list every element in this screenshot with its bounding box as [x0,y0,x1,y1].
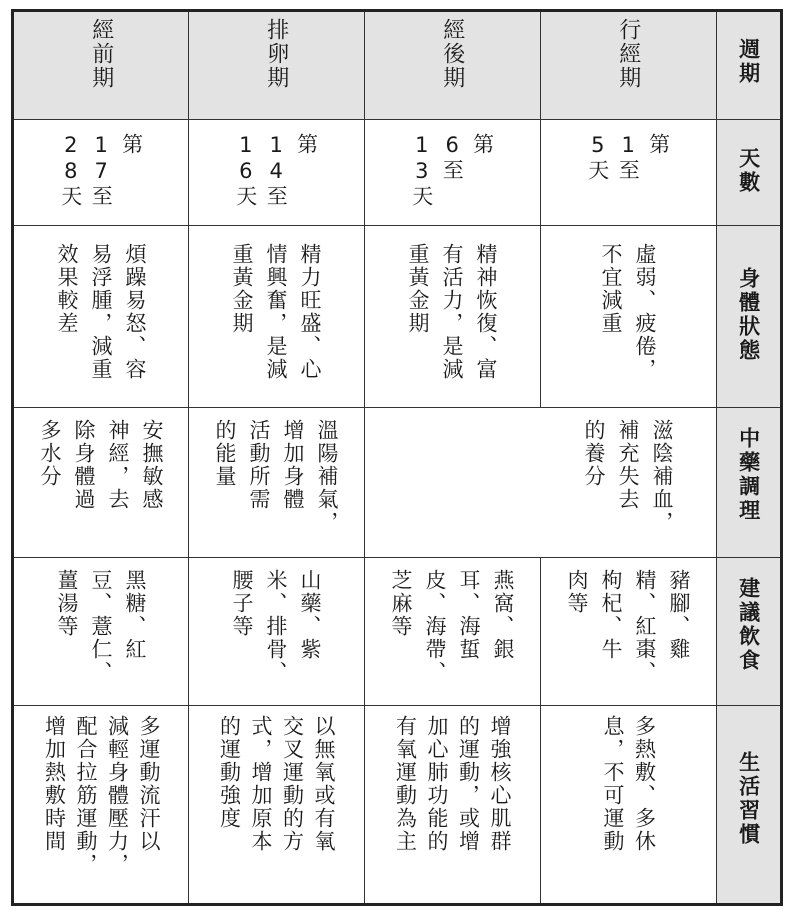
herbal-menstrual-follicular: 滋陰補血， 補充失去 的養分 [581,419,675,534]
herbal-ovulation: 溫陽補氣， 增加身體 活動所需 的能量 [212,419,340,534]
body-state-menstrual: 虛弱、疲倦， 不宜減重 [599,243,658,381]
lifestyle-premenstrual: 多運動流汗以 減輕身體壓力， 配合拉筋運動， 增加熱敷時間 [42,715,161,876]
row-label-lifestyle: 生活習慣 [736,751,761,847]
row-label-body-state: 身體狀態 [736,267,761,363]
days-follicular: 第 6至 13天 [409,133,495,208]
cycle-table [11,9,783,906]
body-state-ovulation: 精力旺盛、心 情興奮，是減 重黃金期 [229,243,323,381]
row-label-herbal: 中藥調理 [736,427,761,523]
row-label-diet: 建議飲食 [736,577,761,673]
phase-ovulation: 排卵期 [263,18,289,90]
diet-menstrual: 豬腳、雞 精、紅棗、 枸杞、牛 肉等 [564,569,692,684]
phase-premenstrual: 經前期 [88,18,114,90]
diet-premenstrual: 黑糖、紅 豆、薏仁、 薑湯等 [54,569,148,684]
days-ovulation: 第 14至 16天 [233,133,319,208]
days-premenstrual: 第 17至 28天 [58,133,144,208]
row-label-cycle: 週期 [736,38,761,86]
lifestyle-menstrual: 多熱敷、多休 息，不可運動 [601,715,657,853]
herbal-premenstrual: 安撫敏感 神經，去 除身體過 多水分 [37,419,165,511]
phase-menstrual: 行經期 [615,18,641,90]
lifestyle-follicular: 增強核心肌群 的運動，或增 加心肺功能的 有氧運動為主 [393,715,512,853]
phase-follicular: 經後期 [439,18,465,90]
diet-ovulation: 山藥、紫 米、排骨、 腰子等 [229,569,323,684]
row-label-days: 天數 [736,147,761,195]
days-menstrual: 第 1至 5天 [585,133,671,182]
body-state-follicular: 精神恢復、富 有活力，是減 重黃金期 [405,243,499,381]
body-state-premenstrual: 煩躁易怒、容 易浮腫，減重 效果較差 [54,243,148,381]
lifestyle-ovulation: 以無氧或有氧 交叉運動的方 式，增加原本 的運動強度 [217,715,336,853]
diet-follicular: 燕窩、銀 耳、海蜇 皮、海帶、 芝麻等 [388,569,516,684]
